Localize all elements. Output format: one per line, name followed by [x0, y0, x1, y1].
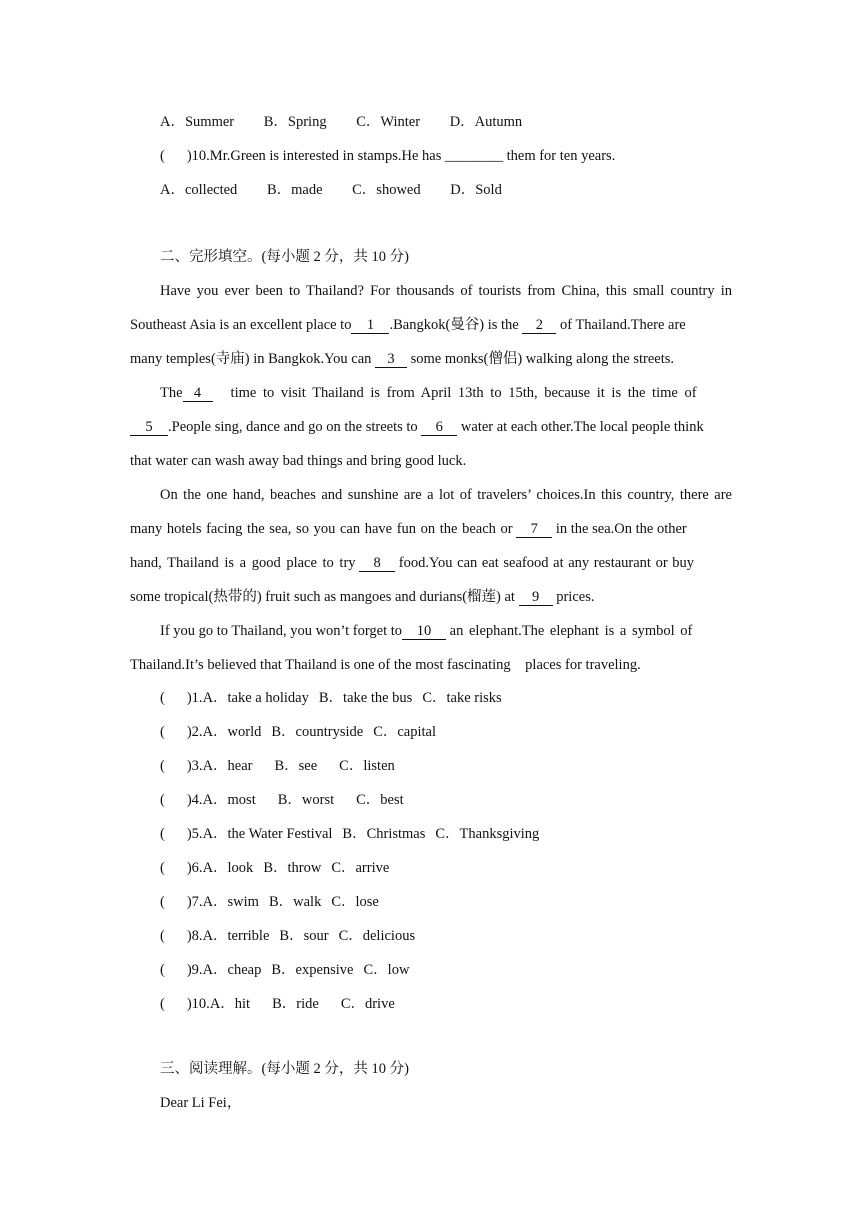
- blank-7[interactable]: 7: [516, 521, 552, 538]
- answer-paren[interactable]: (: [160, 758, 165, 774]
- passage-p4-line1: If you go to Thailand, you won’t forget to 10 an elephant.The elephant is a symbol of: [160, 623, 693, 639]
- blank-1[interactable]: 1: [351, 317, 389, 334]
- answer-paren[interactable]: (: [160, 792, 165, 808]
- blank-3[interactable]: 3: [375, 351, 407, 368]
- passage-p1-line3: many temples(寺庙) in Bangkok.You can 3 some monks(僧侣) walking along the streets.: [130, 351, 674, 367]
- cloze-question-9: [160, 960, 762, 980]
- option-a[interactable]: A．cheap: [202, 962, 262, 978]
- passage-p3-line2: many hotels facing the sea, so you can have fun on the beach or 7 in the sea.On the other: [130, 521, 687, 537]
- option-a[interactable]: A．terrible: [202, 928, 270, 944]
- cloze-question-2: [160, 722, 762, 742]
- blank-10[interactable]: 10: [402, 623, 446, 640]
- option-b[interactable]: B．ride: [272, 996, 319, 1012]
- blank-5[interactable]: 5: [130, 419, 168, 436]
- cloze-question-6: [160, 858, 762, 878]
- q10-option-c: C．showed: [352, 182, 421, 198]
- question-number: )5.: [186, 826, 203, 842]
- q10-option-a: A．collected: [160, 182, 238, 198]
- answer-paren[interactable]: (: [160, 996, 165, 1012]
- passage-p2-line3: that water can wash away bad things and bring good luck.: [130, 453, 467, 469]
- q10-text: )10.Mr.Green is interested in stamps.He has: [186, 148, 442, 164]
- option-b[interactable]: B．sour: [279, 928, 329, 944]
- option-a[interactable]: A．look: [202, 860, 254, 876]
- option-c[interactable]: C．Thanksgiving: [435, 826, 540, 842]
- q10-text-after: them for ten years.: [506, 148, 616, 164]
- passage-p3-line4: some tropical(热带的) fruit such as mangoes and durians(榴莲) at 9 prices.: [130, 589, 595, 605]
- question-number: )10.: [186, 996, 210, 1012]
- cloze-question-4: [160, 790, 762, 810]
- answer-paren[interactable]: (: [160, 928, 165, 944]
- passage-p1-line2: Southeast Asia is an excellent place to 1 .Bangkok(曼谷) is the 2 of Thailand.There are: [130, 317, 686, 333]
- passage-p2-line1: The 4 time to visit Thailand is from April 13th to 15th, because it is the time of: [160, 385, 697, 401]
- option-c[interactable]: C．lose: [331, 894, 379, 910]
- answer-paren[interactable]: (: [160, 690, 165, 706]
- cloze-question-8: [160, 926, 762, 946]
- question-number: )4.: [186, 792, 203, 808]
- option-c[interactable]: C．capital: [373, 724, 437, 740]
- option-c[interactable]: C．listen: [339, 758, 395, 774]
- question-number: )1.: [186, 690, 203, 706]
- option-b[interactable]: B．countryside: [271, 724, 364, 740]
- question-number: )2.: [186, 724, 203, 740]
- option-a[interactable]: A．hit: [209, 996, 251, 1012]
- q10-stem: [160, 146, 762, 166]
- blank-2[interactable]: 2: [522, 317, 556, 334]
- cloze-question-7: [160, 892, 762, 912]
- q10-blank: ________: [444, 148, 503, 164]
- q10-options: [160, 180, 762, 200]
- cloze-question-5: [160, 824, 762, 844]
- cloze-question-10: [160, 994, 762, 1014]
- option-b[interactable]: B．throw: [263, 860, 322, 876]
- option-a[interactable]: A．most: [202, 792, 256, 808]
- option-c[interactable]: C．take risks: [422, 690, 502, 706]
- question-number: )8.: [186, 928, 203, 944]
- section3-heading: 三、阅读理解。(每小题 2 分，共 10 分): [160, 1061, 409, 1077]
- q9-option-d: D．Autumn: [449, 114, 523, 130]
- option-c[interactable]: C．best: [356, 792, 404, 808]
- passage-p4-line2: Thailand.It’s believed that Thailand is one of the most fascinating places for traveling.: [130, 657, 641, 673]
- section2-heading: 二、完形填空。(每小题 2 分，共 10 分): [160, 249, 409, 265]
- question-number: )7.: [186, 894, 203, 910]
- q9-option-c: C．Winter: [356, 114, 421, 130]
- answer-paren[interactable]: (: [160, 962, 165, 978]
- passage-p3-line3: hand, Thailand is a good place to try 8 food.You can eat seafood at any restaurant or buy: [130, 555, 695, 571]
- option-c[interactable]: C．delicious: [338, 928, 416, 944]
- passage-p3-line1: On the one hand, beaches and sunshine are a lot of travelers’ choices.In this country, there are: [160, 487, 732, 503]
- blank-6[interactable]: 6: [421, 419, 457, 436]
- blank-8[interactable]: 8: [359, 555, 395, 572]
- question-number: )3.: [186, 758, 203, 774]
- q9-option-b: B．Spring: [263, 114, 327, 130]
- option-b[interactable]: B．expensive: [271, 962, 354, 978]
- q9-options: [160, 112, 762, 132]
- passage-p2-line2: 5 .People sing, dance and go on the streets to 6 water at each other.The local people think: [130, 417, 732, 437]
- option-c[interactable]: C．arrive: [331, 860, 390, 876]
- option-a[interactable]: A．world: [202, 724, 262, 740]
- option-a[interactable]: A．hear: [202, 758, 253, 774]
- q9-option-a: A．Summer: [160, 114, 235, 130]
- option-a[interactable]: A．swim: [202, 894, 259, 910]
- answer-paren[interactable]: (: [160, 860, 165, 876]
- q10-paren: (: [160, 148, 165, 164]
- option-a[interactable]: A．the Water Festival: [202, 826, 333, 842]
- blank-9[interactable]: 9: [519, 589, 553, 606]
- option-b[interactable]: B．walk: [268, 894, 322, 910]
- letter-greeting: Dear Li Fei，: [160, 1095, 242, 1111]
- q10-option-b: B．made: [266, 182, 323, 198]
- option-c[interactable]: C．drive: [340, 996, 395, 1012]
- blank-4[interactable]: 4: [183, 385, 213, 402]
- option-b[interactable]: B．see: [274, 758, 318, 774]
- cloze-question-3: [160, 756, 762, 776]
- option-b[interactable]: B．Christmas: [342, 826, 426, 842]
- passage-p1-line1: Have you ever been to Thailand? For thousands of tourists from China, this small country in: [160, 283, 732, 299]
- answer-paren[interactable]: (: [160, 724, 165, 740]
- question-number: )6.: [186, 860, 203, 876]
- option-b[interactable]: B．worst: [277, 792, 335, 808]
- question-number: )9.: [186, 962, 203, 978]
- option-b[interactable]: B．take the bus: [318, 690, 413, 706]
- option-c[interactable]: C．low: [363, 962, 410, 978]
- answer-paren[interactable]: (: [160, 826, 165, 842]
- option-a[interactable]: A．take a holiday: [202, 690, 309, 706]
- answer-paren[interactable]: (: [160, 894, 165, 910]
- cloze-question-1: [160, 688, 762, 708]
- q10-option-d: D．Sold: [450, 182, 502, 198]
